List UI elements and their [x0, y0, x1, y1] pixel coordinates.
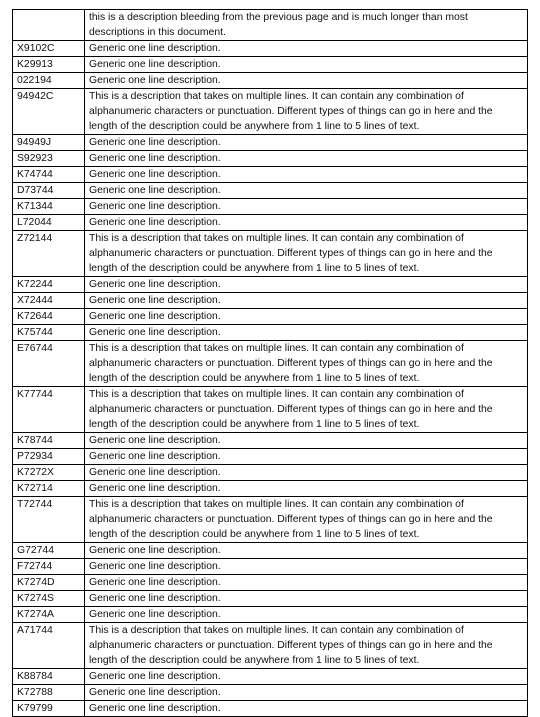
table-row — [13, 497, 528, 543]
code-cell: K74744 — [13, 167, 85, 183]
table-row — [13, 135, 528, 151]
table-row — [13, 341, 528, 387]
table-row — [13, 309, 528, 325]
table-row — [13, 183, 528, 199]
description-cell: This is a description that takes on multiple lines. It can contain any combination of alphanumeric characters or punctuation. Different types of things can go in here and the length of the description could be anywhere from 1 line to 5 lines of text. — [85, 387, 528, 433]
table-row — [13, 559, 528, 575]
table-row — [13, 199, 528, 215]
table-row — [13, 685, 528, 701]
code-cell: K7272X — [13, 465, 85, 481]
code-cell: 94942C — [13, 89, 85, 135]
code-cell: G72744 — [13, 543, 85, 559]
description-cell: Generic one line description. — [85, 73, 528, 89]
description-cell: Generic one line description. — [85, 215, 528, 231]
table-row — [13, 57, 528, 73]
table-row — [13, 10, 528, 41]
table-row — [13, 151, 528, 167]
table-row — [13, 481, 528, 497]
code-cell: K7274D — [13, 575, 85, 591]
table-row — [13, 701, 528, 717]
code-cell: K72244 — [13, 277, 85, 293]
description-cell: Generic one line description. — [85, 433, 528, 449]
description-cell: Generic one line description. — [85, 669, 528, 685]
code-cell — [13, 10, 85, 41]
table-row — [13, 607, 528, 623]
code-cell: K7274A — [13, 607, 85, 623]
code-cell: K75744 — [13, 325, 85, 341]
table-row — [13, 215, 528, 231]
description-cell: Generic one line description. — [85, 481, 528, 497]
description-cell: Generic one line description. — [85, 543, 528, 559]
table-row — [13, 623, 528, 669]
code-cell: K78744 — [13, 433, 85, 449]
code-cell: K72714 — [13, 481, 85, 497]
table-row — [13, 575, 528, 591]
code-cell: T72744 — [13, 497, 85, 543]
code-cell: S92923 — [13, 151, 85, 167]
table-row — [13, 89, 528, 135]
table-row — [13, 41, 528, 57]
description-cell: Generic one line description. — [85, 183, 528, 199]
code-cell: D73744 — [13, 183, 85, 199]
description-cell: Generic one line description. — [85, 293, 528, 309]
description-cell: Generic one line description. — [85, 277, 528, 293]
code-cell: P72934 — [13, 449, 85, 465]
table-row — [13, 449, 528, 465]
code-cell: E76744 — [13, 341, 85, 387]
description-cell: This is a description that takes on multiple lines. It can contain any combination of alphanumeric characters or punctuation. Different types of things can go in here and the length of the description could be anywhere from 1 line to 5 lines of text. — [85, 623, 528, 669]
code-cell: X9102C — [13, 41, 85, 57]
table-row — [13, 433, 528, 449]
description-cell: Generic one line description. — [85, 135, 528, 151]
table-row — [13, 231, 528, 277]
table-row — [13, 277, 528, 293]
code-cell: K79799 — [13, 701, 85, 717]
description-cell: Generic one line description. — [85, 591, 528, 607]
description-cell: Generic one line description. — [85, 465, 528, 481]
table-row — [13, 73, 528, 89]
code-cell: Z72144 — [13, 231, 85, 277]
description-cell: Generic one line description. — [85, 559, 528, 575]
code-cell: K72644 — [13, 309, 85, 325]
table-row — [13, 465, 528, 481]
description-cell: Generic one line description. — [85, 151, 528, 167]
table-row — [13, 669, 528, 685]
code-cell: K72788 — [13, 685, 85, 701]
table-row — [13, 325, 528, 341]
code-description-table — [12, 9, 528, 717]
table-row — [13, 543, 528, 559]
description-cell: Generic one line description. — [85, 449, 528, 465]
code-cell: K71344 — [13, 199, 85, 215]
code-cell: F72744 — [13, 559, 85, 575]
code-cell: 94949J — [13, 135, 85, 151]
code-cell: K29913 — [13, 57, 85, 73]
description-cell: this is a description bleeding from the previous page and is much longer than most descriptions in this document. — [85, 10, 528, 41]
description-cell: This is a description that takes on multiple lines. It can contain any combination of alphanumeric characters or punctuation. Different types of things can go in here and the length of the description could be anywhere from 1 line to 5 lines of text. — [85, 497, 528, 543]
description-cell: Generic one line description. — [85, 607, 528, 623]
table-row — [13, 591, 528, 607]
description-cell: Generic one line description. — [85, 57, 528, 73]
description-cell: This is a description that takes on multiple lines. It can contain any combination of alphanumeric characters or punctuation. Different types of things can go in here and the length of the description could be anywhere from 1 line to 5 lines of text. — [85, 341, 528, 387]
code-cell: L72044 — [13, 215, 85, 231]
table-row — [13, 293, 528, 309]
description-cell: Generic one line description. — [85, 199, 528, 215]
table-row — [13, 167, 528, 183]
description-cell: This is a description that takes on multiple lines. It can contain any combination of alphanumeric characters or punctuation. Different types of things can go in here and the length of the description could be anywhere from 1 line to 5 lines of text. — [85, 231, 528, 277]
code-cell: K77744 — [13, 387, 85, 433]
description-cell: Generic one line description. — [85, 325, 528, 341]
table-body — [13, 10, 528, 717]
description-cell: This is a description that takes on multiple lines. It can contain any combination of alphanumeric characters or punctuation. Different types of things can go in here and the length of the description could be anywhere from 1 line to 5 lines of text. — [85, 89, 528, 135]
description-cell: Generic one line description. — [85, 685, 528, 701]
code-cell: K7274S — [13, 591, 85, 607]
description-cell: Generic one line description. — [85, 309, 528, 325]
description-cell: Generic one line description. — [85, 575, 528, 591]
code-cell: K88784 — [13, 669, 85, 685]
description-cell: Generic one line description. — [85, 701, 528, 717]
description-cell: Generic one line description. — [85, 41, 528, 57]
code-cell: 022194 — [13, 73, 85, 89]
description-cell: Generic one line description. — [85, 167, 528, 183]
code-cell: A71744 — [13, 623, 85, 669]
code-cell: X72444 — [13, 293, 85, 309]
table-row — [13, 387, 528, 433]
